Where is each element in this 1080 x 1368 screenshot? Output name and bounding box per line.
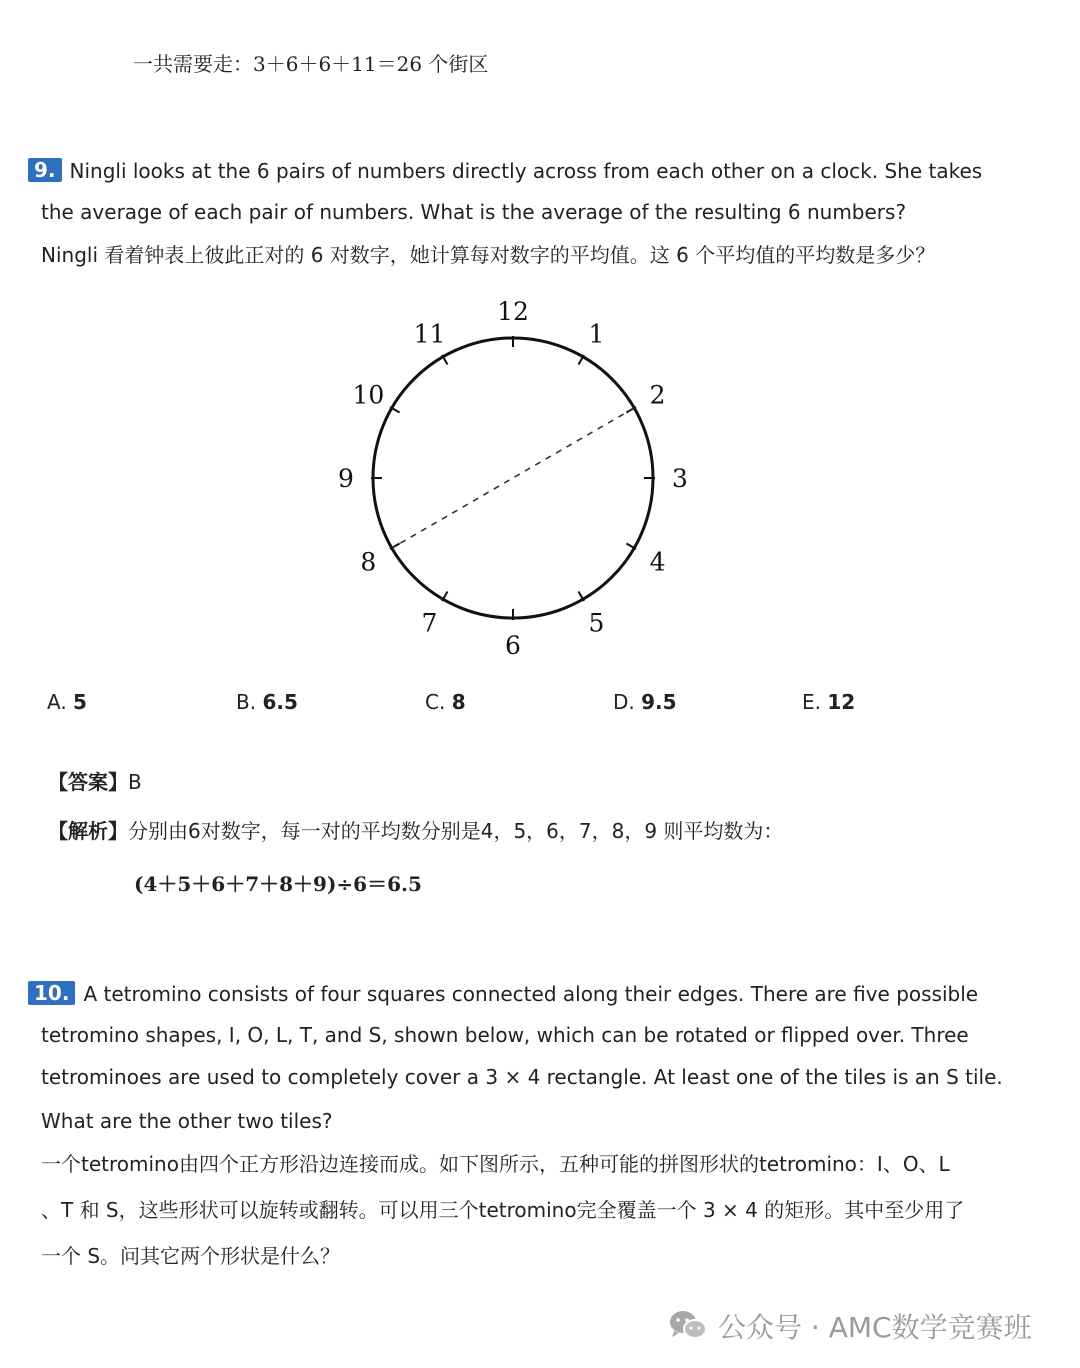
choice-b: B. 6.5 — [236, 690, 298, 714]
clock-face — [373, 338, 653, 618]
wechat-icon — [668, 1309, 708, 1343]
q10-english-line-3: tetrominoes are used to completely cover a 3 × 4 rectangle. At least one of the tiles is an S tile. — [41, 1065, 1003, 1089]
analysis-line — [48, 817, 783, 845]
q10-chinese-line-3: 一个 S。问其它两个形状是什么？ — [41, 1244, 341, 1268]
q9-chinese-line: Ningli 看着钟表上彼此正对的 6 对数字，她计算每对数字的平均值。这 6 个平均值的平均数是多少？ — [41, 243, 936, 267]
clock-number-2: 2 — [649, 380, 666, 410]
answer-line — [48, 768, 142, 796]
choice-a: A. 5 — [47, 690, 87, 714]
answer-label: 【答案】 — [48, 770, 128, 794]
q9-english-line-1: Ningli looks at the 6 pairs of numbers directly across from each other on a clock. She takes — [69, 159, 983, 183]
choice-d: D. 9.5 — [613, 690, 677, 714]
answer-value: B — [128, 770, 142, 794]
analysis-text: 分别由6对数字，每一对的平均数分别是4，5，6，7，8，9 则平均数为： — [128, 819, 784, 843]
clock-number-10: 10 — [352, 380, 385, 410]
choice-c: C. 8 — [425, 690, 466, 714]
clock-number-8: 8 — [360, 547, 377, 577]
clock-number-12: 12 — [497, 297, 529, 326]
q10-english-line-2: tetromino shapes, I, O, L, T, and S, shown below, which can be rotated or flipped over. Three — [41, 1023, 969, 1047]
q10-text-line-1 — [28, 980, 978, 1008]
clock-labels — [338, 297, 688, 660]
clock-number-6: 6 — [505, 631, 521, 660]
watermark-text: 公众号 · AMC数学竞赛班 — [718, 1311, 1032, 1344]
clock-number-1: 1 — [588, 319, 605, 349]
clock-number-7: 7 — [421, 608, 438, 638]
q10-english-line-1: A tetromino consists of four squares connected along their edges. There are five possible — [83, 982, 979, 1006]
analysis-formula: (4＋5＋6＋7＋8＋9)÷6＝6.5 — [134, 872, 422, 896]
q10-number-badge: 10. — [28, 981, 75, 1005]
q9-number-badge: 9. — [28, 158, 62, 182]
choice-e: E. 12 — [802, 690, 856, 714]
clock-number-3: 3 — [672, 464, 688, 493]
clock-number-4: 4 — [649, 547, 666, 577]
watermark — [668, 1306, 1032, 1346]
q9-english-line-2: the average of each pair of numbers. What is the average of the resulting 6 numbers? — [41, 200, 907, 224]
clock-number-5: 5 — [588, 608, 605, 638]
q10-chinese-line-2: 、T 和 S，这些形状可以旋转或翻转。可以用三个tetromino完全覆盖一个 3 × 4 的矩形。其中至少用了 — [41, 1198, 965, 1222]
clock-number-11: 11 — [413, 319, 446, 349]
q10-english-line-4: What are the other two tiles? — [41, 1109, 333, 1133]
diameter-2-to-8 — [392, 408, 634, 548]
analysis-label: 【解析】 — [48, 819, 128, 843]
previous-answer-line: 一共需要走：3＋6＋6＋11＝26 个街区 — [133, 52, 489, 76]
clock-diagram — [330, 290, 700, 660]
clock-number-9: 9 — [338, 464, 354, 493]
q10-chinese-line-1: 一个tetromino由四个正方形沿边连接而成。如下图所示，五种可能的拼图形状的tetromino：I、O、L — [41, 1152, 950, 1176]
q9-text-line-1 — [28, 157, 982, 185]
